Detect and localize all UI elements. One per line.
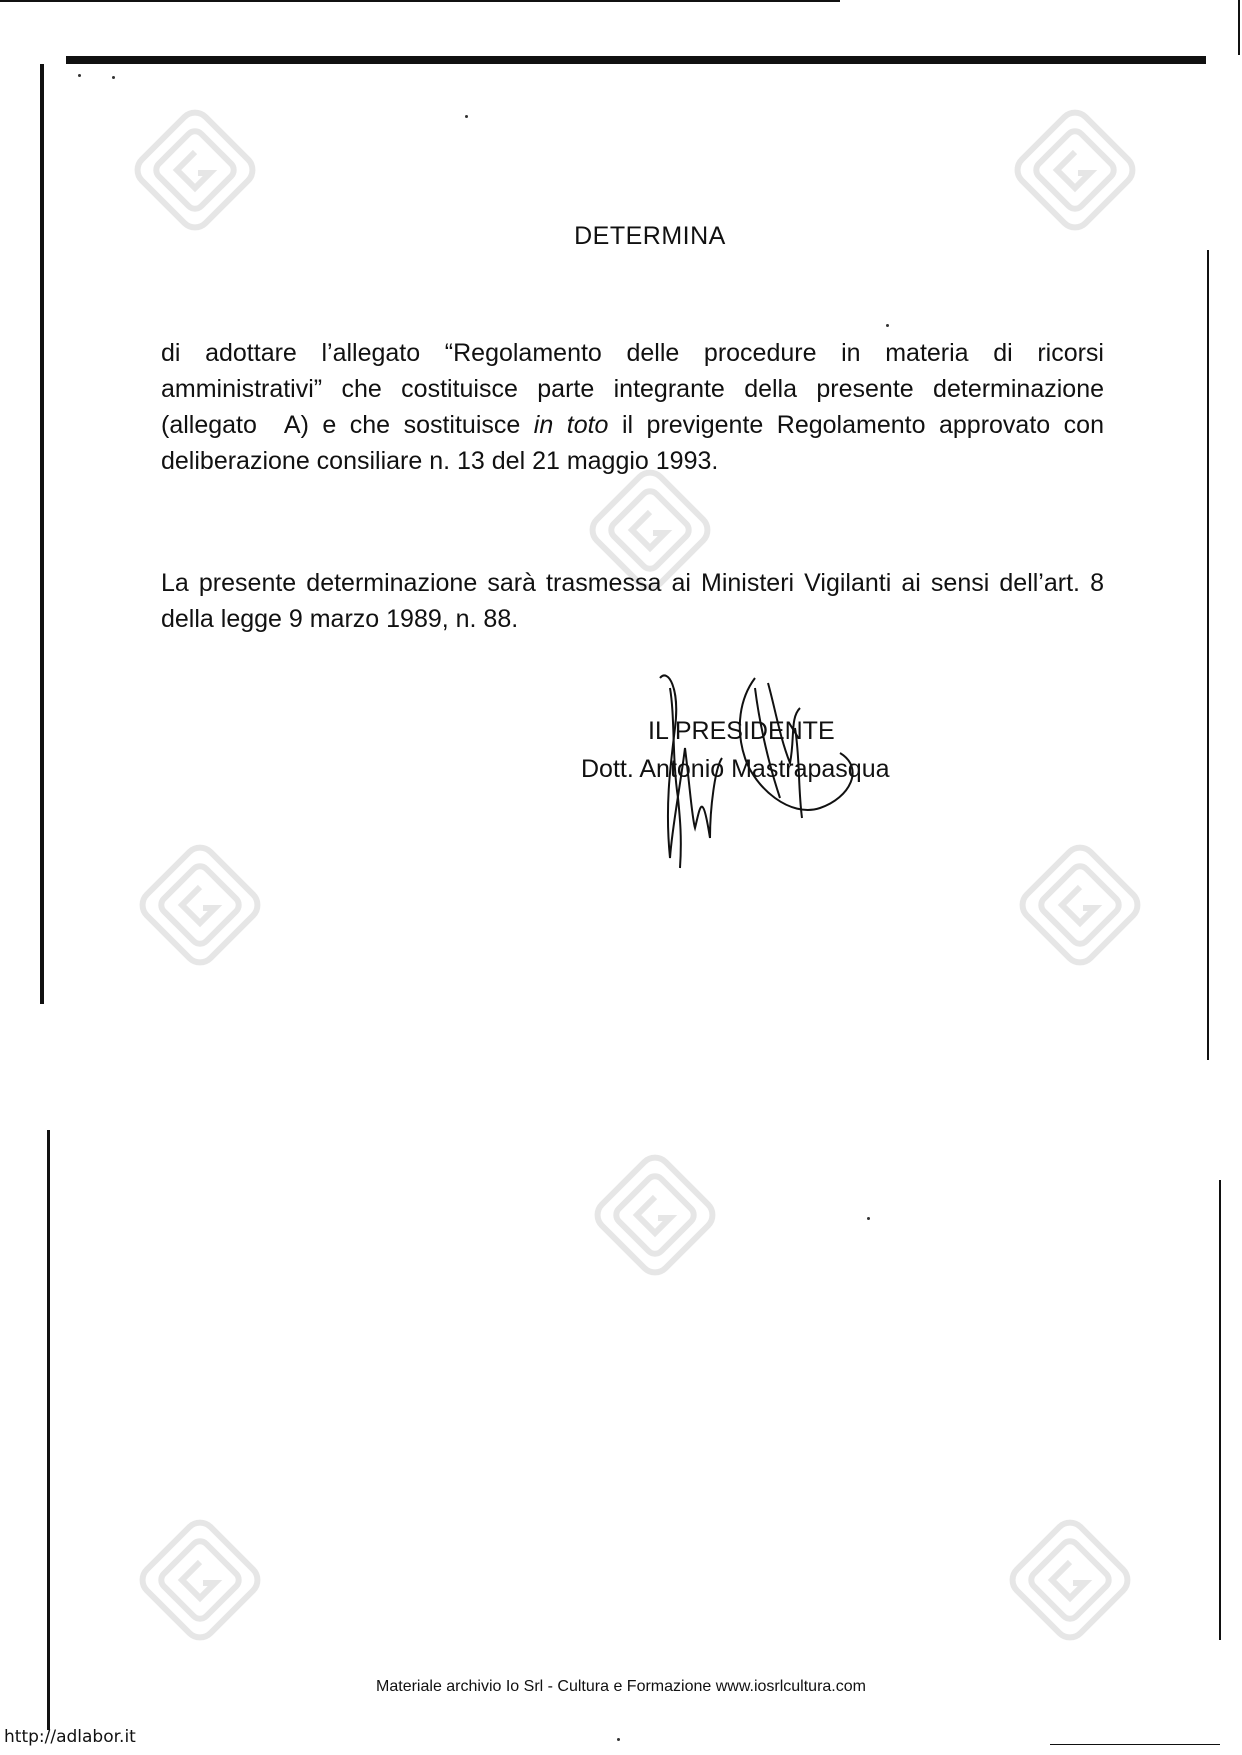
scan-bottom-edge: [1050, 1744, 1220, 1745]
watermark-logo-icon: [995, 1505, 1145, 1655]
body-paragraph-2: [161, 565, 1104, 637]
scan-speck: [886, 324, 889, 327]
scan-speck: [465, 115, 468, 118]
scan-top-bar: [66, 56, 1206, 64]
watermark-logo-icon: [125, 1505, 275, 1655]
signature-name: Dott. Antonio Mastrapasqua: [581, 755, 890, 783]
scan-speck: [617, 1738, 620, 1741]
archive-footer: Materiale archivio Io Srl - Cultura e Formazione www.iosrlcultura.com: [376, 1678, 866, 1695]
signature-role: IL PRESIDENTE: [648, 717, 835, 745]
scan-left-edge: [40, 64, 44, 1004]
scan-speck: [78, 74, 81, 77]
handwritten-signature-icon: [640, 668, 880, 888]
scan-left-edge-lower: [47, 1130, 50, 1730]
scan-right-edge: [1207, 250, 1209, 1060]
watermark-logo-icon: [1005, 830, 1155, 980]
paragraph-2-text: La presente determinazione sarà trasmessa ai Ministeri Vigilanti ai sensi dell’art. 8 della legge 9 marzo 1989, n. 88.: [161, 569, 1104, 633]
document-heading: DETERMINA: [574, 222, 726, 250]
body-paragraph-1: [161, 335, 1104, 479]
watermark-logo-icon: [125, 830, 275, 980]
paragraph-1-text-end: il previgente Regolamento approvato con deliberazione consiliare n. 13 del 21 maggio 1993.: [161, 411, 1104, 475]
scan-right-tick: [1238, 0, 1240, 55]
paragraph-1-italic-phrase: in toto: [533, 411, 609, 439]
scan-speck: [112, 76, 115, 79]
scan-right-edge-lower: [1219, 1180, 1221, 1640]
scan-top-edge: [0, 0, 840, 2]
paragraph-1-text-start: di adottare l’allegato “Regolamento delle procedure in materia di ricorsi amministrativi” che costituisce parte integrante della presente determinazione (allegato A) e che sostituisce: [161, 339, 1104, 439]
source-url: http://adlabor.it: [4, 1727, 136, 1747]
watermark-logo-icon: [580, 1140, 730, 1290]
scan-speck: [867, 1217, 870, 1220]
